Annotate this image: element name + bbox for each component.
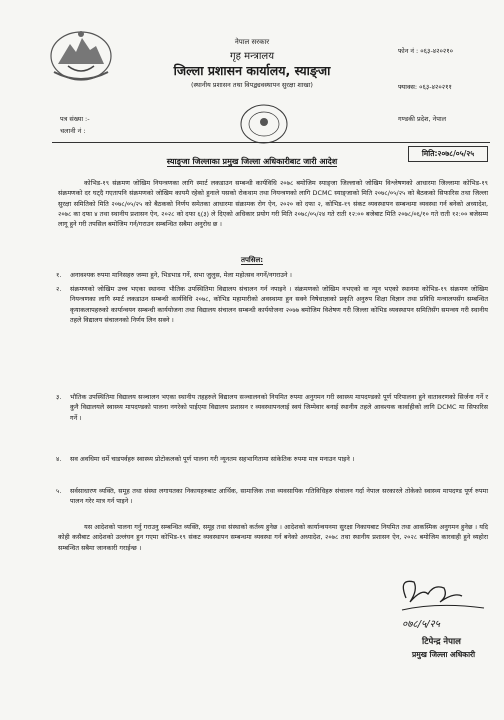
fax-number: फ्याक्स: ०६३-४२०२११ (398, 83, 452, 91)
item-text: भौतिक उपस्थितिमा विद्यालय सञ्चालन भएका स्थानीय तहहरुले विद्यालय सञ्चालनको नियमित रुपमा अनुगमन गरी स्वास्थ्य मापदण्डको पूर्ण परिपालना हुने वातावरणको सिर्जना गर्ने र कुनै विद्यालयले स्वास्थ्य मापदण्डको पालना नगरेको पाईएमा विद्यालय प्रशासन र व्यवस्थापनलाई स्वयं जिम्मेवार बनाई स्थानीय तहले आवश्यक कार्वाहीको लागि DCMC मा सिफारिस गर्ने । (70, 393, 488, 422)
closing-text: यस आदेशको पालना गर्नु गराउनु सम्बन्धित व्यक्ति, समूह तथा संस्थाको कर्तव्य हुनेछ । आदेशको कार्यान्वयनमा सुरक्षा निकायबाट नियमित तथा आकस्मिक अनुगमन हुनेछ । यदि कोही कसैबाट आदेशको उल्लंघन हुन गएमा कोभिड-१९ संकट व्यवस्थापन सम्बन्धमा व्यवस्था गर्न बनेको अध्यादेश, २०७८ तथा स्थानीय प्रशासन ऐन, २०२८ बमोजिम कारवाही हुने व्यहोरा सम्बन्धित सबैमा जानकारी गराईन्छ । (58, 523, 488, 552)
ministry-label: गृह मन्त्रालय (229, 51, 275, 62)
tapsil-label: तपसिल: (240, 256, 264, 264)
letter-date: मिति:२०७८/०५/२५ (408, 146, 488, 162)
header-divider (52, 142, 490, 143)
list-item (56, 454, 488, 464)
closing-paragraph (58, 522, 488, 553)
tapsil-heading (0, 256, 504, 265)
list-item (56, 284, 488, 325)
item-text: अनावश्यक रुपमा मानिसहरु जम्मा हुने, भिडभाड गर्ने, सभा जुलुस, मेला महोत्सव नगर्ने/नगराउने । (70, 271, 292, 279)
item-number: २. (56, 285, 62, 293)
office-seal-icon (238, 102, 290, 146)
signatory-name: टिपेन्द्र नेपाल (422, 637, 461, 647)
subject-line (0, 156, 504, 167)
intro-paragraph (58, 178, 488, 229)
government-label: नेपाल सरकार (234, 38, 270, 46)
subject-text: स्याङ्जा जिल्लाका प्रमुख जिल्ला अधिकारीबाट जारी आदेश (166, 157, 338, 166)
province-label: गण्डकी प्रदेश, नेपाल (398, 115, 447, 123)
intro-text: कोभिड-१९ संक्रमण जोखिम नियन्त्रणका लागि स्मार्ट लकडाउन सम्बन्धी कार्यविधि २०७८ बमोजिम स्याङ्जा जिल्लाको जोखिम विश्लेषणको आधारमा जिल्लामा कोभिड-१९ संक्रमणको दर घट्दै गएतापनि संक्रमणको जोखिम कायमै रहेको हुनाले यसको रोकथाम तथा नियन्त्रणको लागि DCMC स्याङ्जाको मिति २०७८/०५/२५ को बैठकको सिफारिस तथा जिल्ला सुरक्षा समितिको मिति २०७८/०५/२५ को बैठकको निर्णय समेतका आधारमा संक्रामक रोग ऐन, २०२० को दफा २, कोभिड-१९ संकट व्यवस्थापन सम्बन्धमा व्यवस्था गर्न बनेको अध्यादेश, २०७८ का दफा ४ तथा स्थानीय प्रशासन ऐन, २०२८ को दफा ६(३) ले दिएको अधिकार प्रयोग गरी मिति २०७८/०५/२४ गते राती १२:०० बजेबाट मिति २०७८/०६/१० गते राती १२:०० बजेसम्म लागू हुने गरी तपसिल बमोजिम गर्न/गराउन सम्बन्धित सबैमा अनुरोध छ । (58, 179, 488, 229)
item-text: सव अवधिमा धर्मे चाडपर्वहरु स्वास्थ्य प्रोटोकलको पूर्ण पालना गरी न्यूनतम सहभागितामा सांकेतिक रुपमा मात्र मनाउन पाइने । (70, 455, 355, 463)
phone-number: फोन नं : ०६३-४२०२१० (398, 47, 454, 55)
item-text: संक्रमणको जोखिम उच्च भएका स्थानमा भौतिक उपस्थितिमा विद्यालय संचालन गर्न नपाइने । संक्रमणको जोखिम नभएको वा न्यून भएको स्थानमा कोभिड-१९ संक्रमण जोखिम नियन्त्रणका लागि स्मार्ट लकडाउन सम्बन्धी कार्यविधि २०७८, कोभिड महामारीको अवस्थामा हुन सक्ने निषेधाज्ञाको प्रकृति अनुरुप शिक्षा विज्ञान तथा प्रविधि मन्त्रालयसँग सम्बन्धित कृयाकलापहरुको कार्यान्वयन सम्बन्धी कार्ययोजना तथा विद्यालय संचालन सम्बन्धी कार्ययोजना २०७७ बमोजिम विशेषण गरी जिल्ला कोभिड व्यवस्थापन समितिसँग समन्वय गरी स्थानीय तहले विद्यालय संचालनको निर्णय लिन सक्ने । (70, 285, 488, 324)
list-item (56, 270, 488, 280)
dispatch-number-label: चलानी नं : (60, 127, 86, 135)
item-text: सर्वसाधारण व्यक्ति, समूह तथा संस्था लगायतका निकायहरुबाट आर्थिक, सामाजिक तथा व्यवसायिक गतिविधिहरु संचालन गर्दा नेपाल सरकारले तोकेको स्वास्थ्य मापदण्ड पूर्ण रुपमा पालन गरेर मात्र गर्न पाइने । (70, 487, 488, 506)
list-item (56, 392, 488, 423)
item-number: ५. (56, 487, 62, 495)
list-item (56, 486, 488, 507)
office-title: जिल्ला प्रशासन कार्यालय, स्याङ्जा (173, 63, 331, 78)
signature-date: ०७८/५/२५ (402, 619, 440, 630)
item-number: ४. (56, 455, 62, 463)
item-number: १. (56, 271, 62, 279)
item-number: ३. (56, 393, 62, 401)
signatory-title: प्रमुख जिल्ला अधिकारी (412, 650, 476, 659)
ref-number-label: पत्र संख्या :- (60, 115, 90, 123)
section-label: (स्थानीय प्रशासन तथा विपद्व्यवस्थापन सुरक्षा शाखा) (191, 81, 313, 89)
